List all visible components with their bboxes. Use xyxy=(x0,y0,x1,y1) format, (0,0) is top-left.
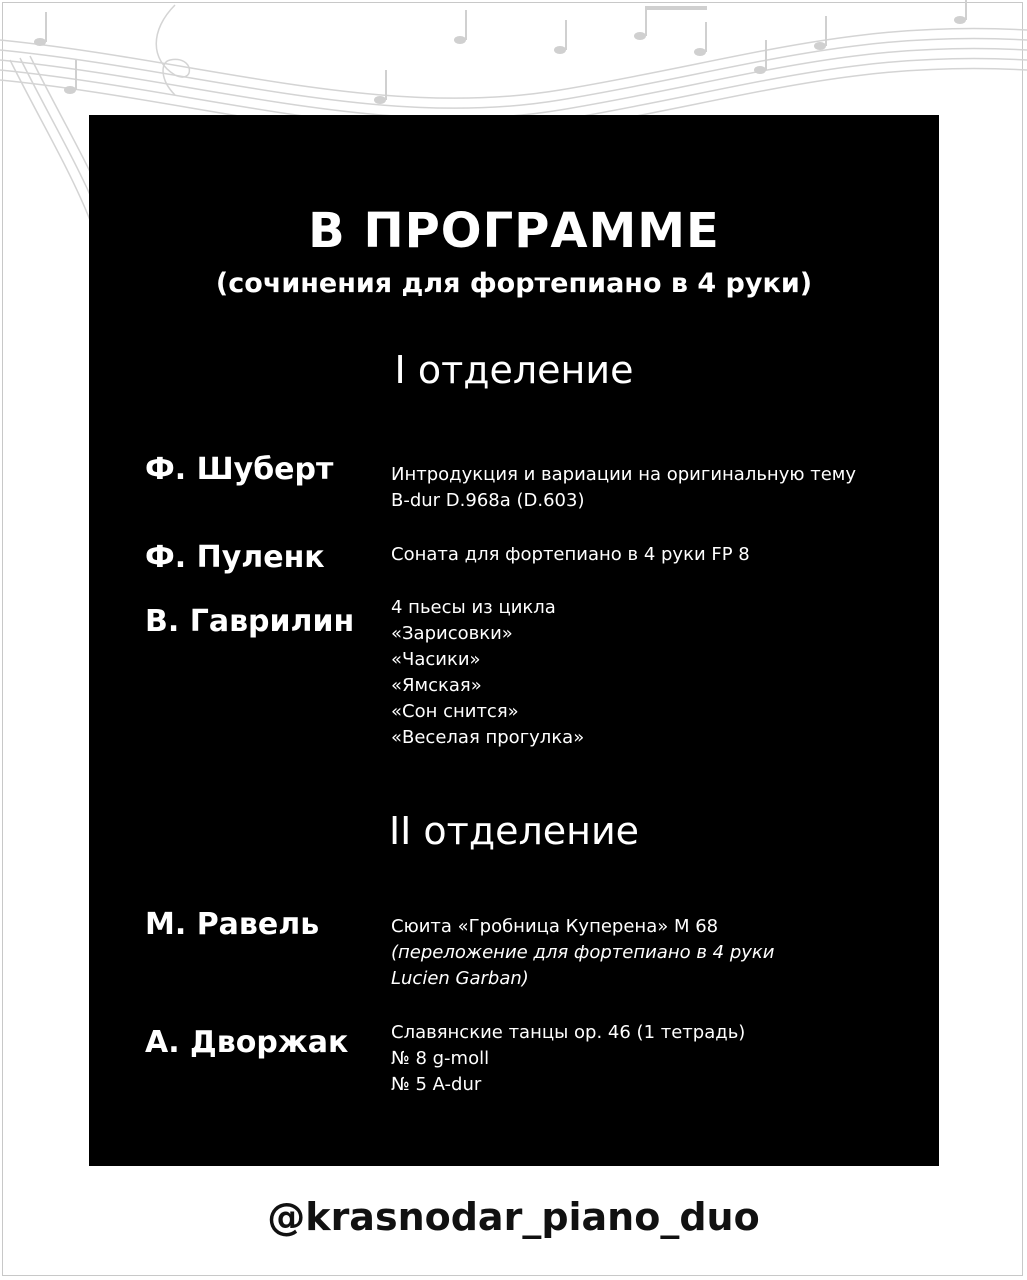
work-line: Славянские танцы op. 46 (1 тетрадь) xyxy=(391,1022,746,1043)
composer-ravel: М. Равель xyxy=(145,907,320,942)
composer-schubert: Ф. Шуберт xyxy=(145,452,334,487)
composer-gavrilin: В. Гаврилин xyxy=(145,604,355,639)
composer-poulenc: Ф. Пуленк xyxy=(145,540,325,575)
social-handle: @krasnodar_piano_duo xyxy=(267,1195,760,1239)
composer-dvorak: А. Дворжак xyxy=(145,1025,349,1060)
program-panel xyxy=(89,115,939,1166)
works-ravel xyxy=(391,914,774,992)
works-dvorak xyxy=(391,1020,745,1098)
works-poulenc xyxy=(391,542,750,568)
program-subtitle: (сочинения для фортепиано в 4 руки) xyxy=(215,268,813,299)
work-line: Соната для фортепиано в 4 руки FP 8 xyxy=(391,544,750,565)
works-schubert xyxy=(391,462,856,514)
work-line: № 8 g-moll xyxy=(391,1048,490,1069)
work-line: «Зарисовки» xyxy=(391,623,513,644)
work-line: (переложение для фортепиано в 4 руки xyxy=(391,942,775,963)
work-line: № 5 A-dur xyxy=(391,1074,482,1095)
work-line: Сюита «Гробница Куперена» M 68 xyxy=(391,916,719,937)
work-line: Интродукция и вариации на оригинальную тему xyxy=(391,464,857,485)
program-title: В ПРОГРАММЕ xyxy=(308,203,720,259)
work-line: «Часики» xyxy=(391,649,481,670)
works-gavrilin xyxy=(391,595,584,751)
work-line: «Ямская» xyxy=(391,675,482,696)
section-heading-part-2: II отделение xyxy=(388,809,640,853)
work-line: 4 пьесы из цикла xyxy=(391,597,556,618)
work-line: «Веселая прогулка» xyxy=(391,727,585,748)
work-line: B-dur D.968a (D.603) xyxy=(391,490,585,511)
work-line: Lucien Garban) xyxy=(391,968,529,989)
work-line: «Сон снится» xyxy=(391,701,519,722)
section-heading-part-1: I отделение xyxy=(394,348,634,392)
